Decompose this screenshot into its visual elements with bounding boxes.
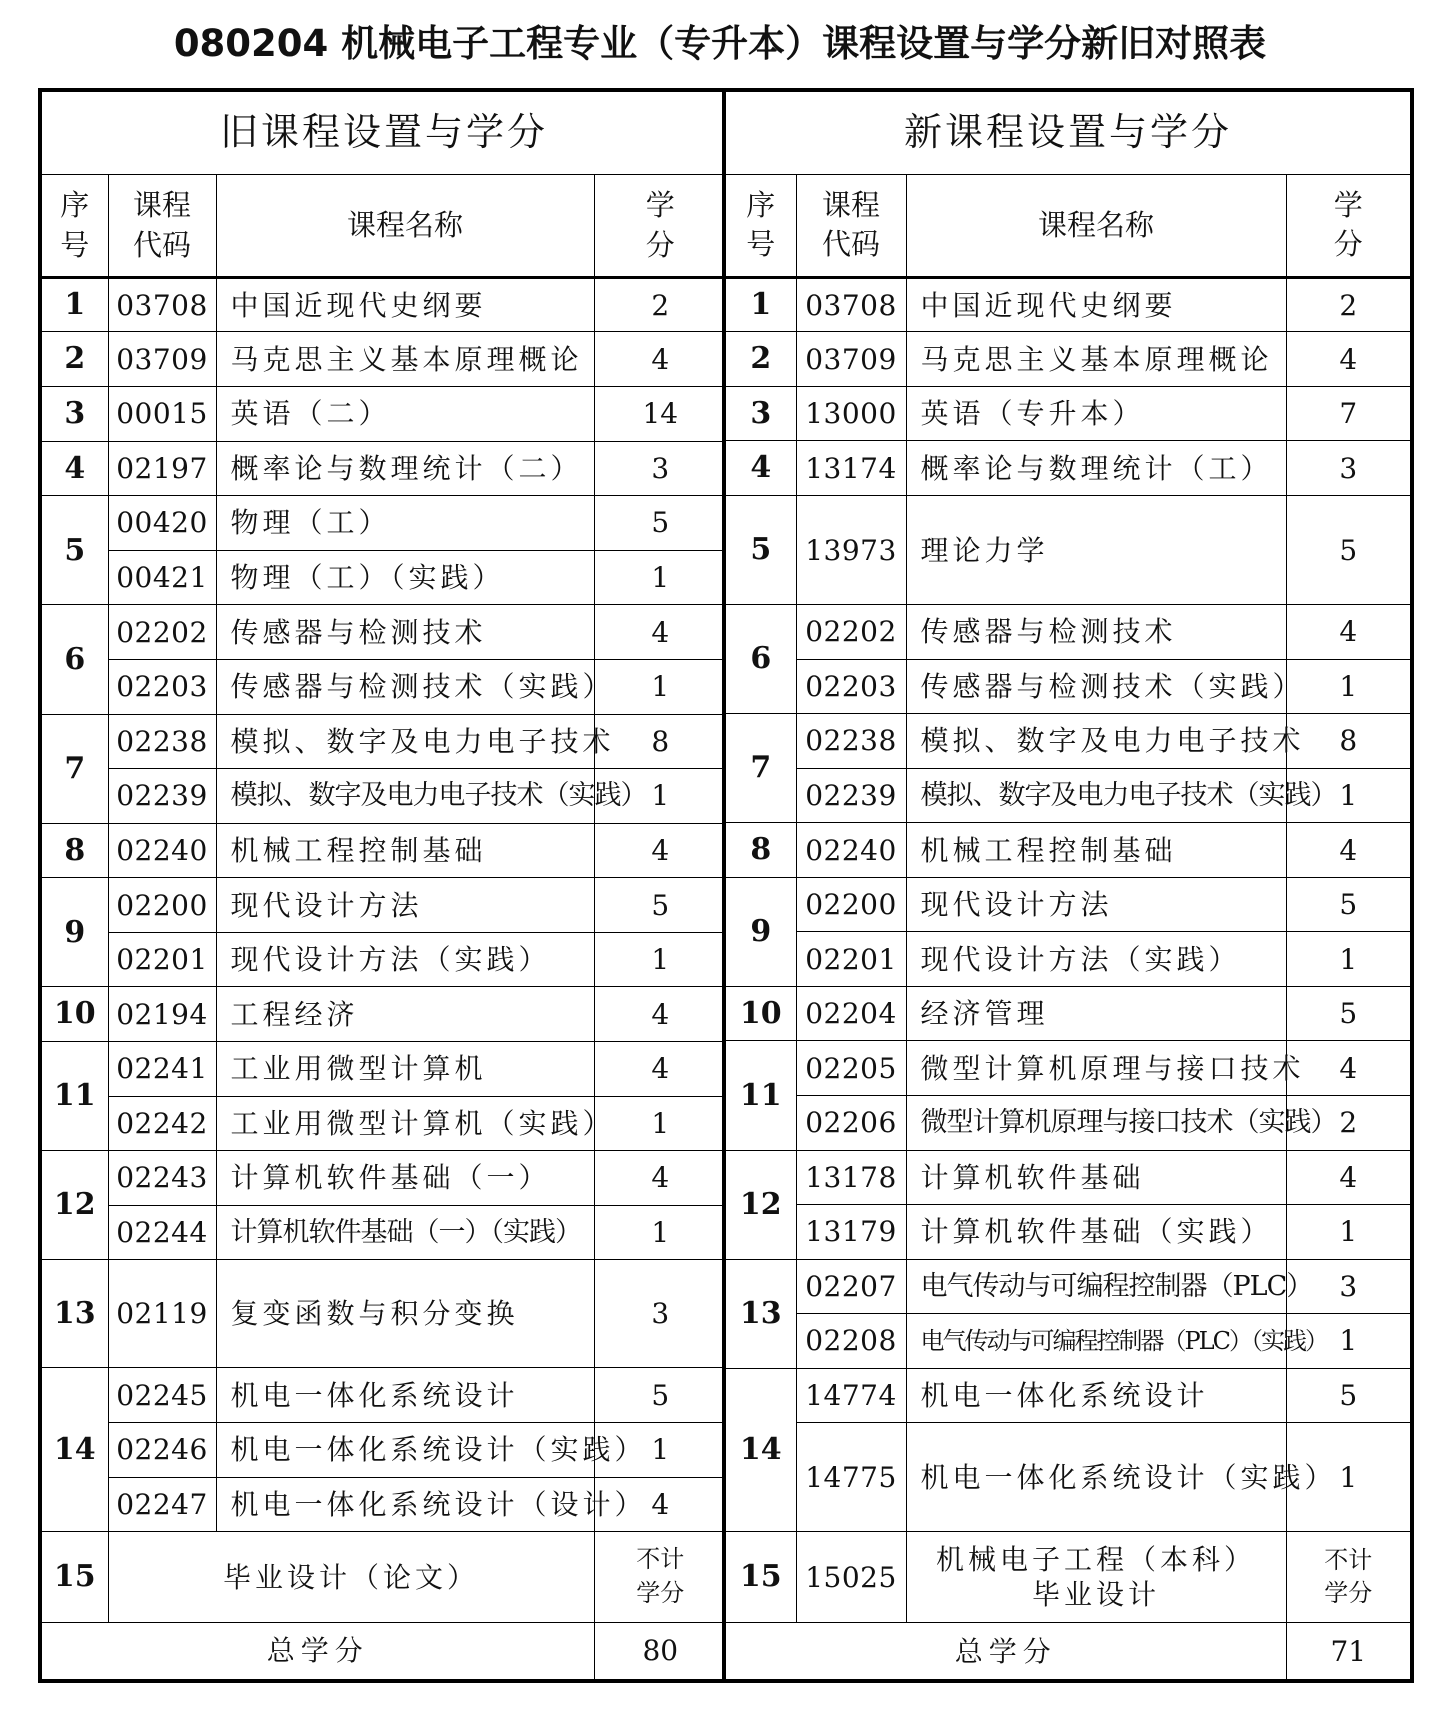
course-name: 电气传动与可编程控制器（PLC）（实践） [906,1314,1286,1369]
course-name: 模拟、数字及电力电子技术（实践） [216,769,594,824]
row-seq: 1 [42,277,108,332]
course-name: 机电一体化系统设计（设计） [216,1477,594,1532]
course-code: 02208 [796,1314,906,1369]
course-name: 马克思主义基本原理概论 [906,332,1286,387]
table-row [726,605,1410,660]
course-name: 复变函数与积分变换 [216,1260,594,1368]
table-row [726,714,1410,769]
section-header: 新课程设置与学分 [726,92,1410,175]
table-row [726,332,1410,387]
course-credit: 1 [594,932,726,987]
row-seq: 14 [726,1368,796,1532]
table-row [726,495,1410,604]
course-name: 理论力学 [906,495,1286,604]
course-code: 14774 [796,1368,906,1423]
row-seq: 15 [726,1532,796,1623]
table-row [42,1422,726,1477]
course-credit: 14 [594,387,726,442]
row-seq: 6 [726,605,796,714]
table-row [42,878,726,933]
table-row [726,877,1410,932]
course-name: 电气传动与可编程控制器（PLC） [906,1259,1286,1314]
course-code: 14775 [796,1423,906,1532]
row-seq: 12 [726,1150,796,1259]
course-credit: 1 [1286,659,1410,714]
row-seq: 7 [42,714,108,823]
course-name: 概率论与数理统计（二） [216,441,594,496]
table-row [726,1423,1410,1532]
course-credit: 不计 学分 [1286,1532,1410,1623]
course-code: 00420 [108,496,216,551]
course-credit: 5 [1286,877,1410,932]
row-seq: 2 [726,332,796,387]
table-row [726,823,1410,878]
course-code: 02202 [108,605,216,660]
row-seq: 9 [42,878,108,987]
course-code: 02200 [796,877,906,932]
course-name: 传感器与检测技术（实践） [216,659,594,714]
course-credit: 2 [1286,277,1410,332]
course-code: 02241 [108,1041,216,1096]
course-code: 13178 [796,1150,906,1205]
row-seq: 13 [42,1260,108,1368]
table-row [726,932,1410,987]
table-row [42,659,726,714]
row-seq: 11 [726,1041,796,1150]
table-row [726,1095,1410,1150]
course-code: 02247 [108,1477,216,1532]
table-row [42,441,726,496]
table-row [726,1368,1410,1423]
col-header-code: 课程 代码 [796,175,906,278]
course-code: 13973 [796,495,906,604]
course-name: 经济管理 [906,986,1286,1041]
old-curriculum-table [42,92,726,1679]
row-seq: 4 [42,441,108,496]
course-credit: 2 [594,277,726,332]
course-name: 传感器与检测技术 [906,605,1286,660]
course-code: 02246 [108,1422,216,1477]
course-credit: 1 [594,550,726,605]
course-credit: 8 [594,714,726,769]
course-credit: 4 [1286,823,1410,878]
col-header-credit: 学 分 [1286,175,1410,278]
course-credit: 3 [1286,441,1410,496]
course-credit: 8 [1286,714,1410,769]
course-name: 机电一体化系统设计 [906,1368,1286,1423]
total-credits-value: 80 [594,1622,726,1679]
course-code: 13179 [796,1205,906,1260]
course-name: 现代设计方法（实践） [216,932,594,987]
course-code: 02194 [108,987,216,1042]
course-code: 13000 [796,386,906,441]
course-credit: 3 [1286,1259,1410,1314]
table-row [42,987,726,1042]
course-code: 03708 [796,277,906,332]
course-credit: 5 [594,496,726,551]
course-name: 工程经济 [216,987,594,1042]
course-code: 02238 [108,714,216,769]
row-seq: 7 [726,714,796,823]
course-name: 机电一体化系统设计（实践） [216,1422,594,1477]
row-seq: 8 [726,823,796,878]
course-code: 02239 [796,768,906,823]
table-row [726,1259,1410,1314]
course-name: 现代设计方法 [216,878,594,933]
row-seq: 1 [726,277,796,332]
row-seq: 10 [42,987,108,1042]
course-credit: 1 [594,659,726,714]
course-code: 03709 [796,332,906,387]
course-name: 传感器与检测技术 [216,605,594,660]
table-row [42,1041,726,1096]
course-name: 微型计算机原理与接口技术（实践） [906,1095,1286,1150]
table-row [42,387,726,442]
course-credit: 4 [1286,605,1410,660]
course-name: 模拟、数字及电力电子技术 [216,714,594,769]
course-name: 英语（二） [216,387,594,442]
course-code: 00421 [108,550,216,605]
course-name: 现代设计方法（实践） [906,932,1286,987]
row-seq: 5 [42,496,108,605]
table-row [42,1096,726,1151]
course-code: 03708 [108,277,216,332]
course-code: 02239 [108,769,216,824]
course-credit: 1 [594,1096,726,1151]
row-seq: 6 [42,605,108,714]
course-name: 计算机软件基础（实践） [906,1205,1286,1260]
course-code: 02206 [796,1095,906,1150]
course-code: 02200 [108,878,216,933]
course-credit: 1 [594,1205,726,1260]
course-code: 02203 [796,659,906,714]
table-row [726,1314,1410,1369]
table-row [42,605,726,660]
course-credit: 3 [594,441,726,496]
row-seq: 10 [726,986,796,1041]
table-row [726,768,1410,823]
table-row [42,1477,726,1532]
course-credit: 4 [594,823,726,878]
table-row [726,441,1410,496]
total-credits-label: 总学分 [42,1622,594,1679]
course-code: 02238 [796,714,906,769]
course-credit: 1 [1286,932,1410,987]
course-credit: 4 [594,987,726,1042]
course-credit: 4 [1286,332,1410,387]
course-code: 00015 [108,387,216,442]
table-row [42,769,726,824]
course-name: 马克思主义基本原理概论 [216,332,594,387]
course-code: 02245 [108,1368,216,1423]
course-name: 工业用微型计算机 [216,1041,594,1096]
table-row [42,550,726,605]
course-credit: 4 [594,332,726,387]
col-header-seq: 序 号 [726,175,796,278]
course-code: 02205 [796,1041,906,1096]
course-name: 传感器与检测技术（实践） [906,659,1286,714]
course-name: 中国近现代史纲要 [906,277,1286,332]
course-credit: 4 [594,605,726,660]
course-name: 计算机软件基础 [906,1150,1286,1205]
course-credit: 5 [594,878,726,933]
row-seq: 11 [42,1041,108,1150]
row-seq: 12 [42,1151,108,1260]
course-code: 02202 [796,605,906,660]
course-credit: 1 [1286,1314,1410,1369]
course-code: 02201 [108,932,216,987]
course-code: 02204 [796,986,906,1041]
course-code: 15025 [796,1532,906,1623]
course-name: 计算机软件基础（一）（实践） [216,1205,594,1260]
course-credit: 5 [1286,1368,1410,1423]
course-credit: 4 [1286,1150,1410,1205]
total-credits-value: 71 [1286,1623,1410,1679]
row-seq: 14 [42,1368,108,1532]
course-credit: 1 [594,1422,726,1477]
row-seq: 4 [726,441,796,496]
table-row [42,1368,726,1423]
course-credit: 3 [594,1260,726,1368]
table-row [726,1150,1410,1205]
course-code: 02119 [108,1260,216,1368]
table-row [726,1205,1410,1260]
course-credit: 1 [1286,1423,1410,1532]
course-code: 02197 [108,441,216,496]
course-name: 机电一体化系统设计（实践） [906,1423,1286,1532]
course-credit: 7 [1286,386,1410,441]
course-credit: 4 [1286,1041,1410,1096]
course-name: 中国近现代史纲要 [216,277,594,332]
row-seq: 15 [42,1532,108,1623]
old-curriculum-section [42,92,726,1679]
course-name: 计算机软件基础（一） [216,1151,594,1206]
course-credit: 4 [594,1477,726,1532]
course-credit: 5 [594,1368,726,1423]
table-row [42,332,726,387]
row-seq: 13 [726,1259,796,1368]
course-name: 模拟、数字及电力电子技术 [906,714,1286,769]
course-name: 工业用微型计算机（实践） [216,1096,594,1151]
course-credit: 1 [1286,1205,1410,1260]
course-credit: 2 [1286,1095,1410,1150]
course-name: 概率论与数理统计（工） [906,441,1286,496]
course-name: 机械工程控制基础 [906,823,1286,878]
course-code: 02207 [796,1259,906,1314]
course-name: 机电一体化系统设计 [216,1368,594,1423]
course-credit: 4 [594,1151,726,1206]
course-name: 机械工程控制基础 [216,823,594,878]
comparison-table [38,88,1414,1683]
col-header-name: 课程名称 [216,175,594,278]
course-code: 02240 [108,823,216,878]
course-code: 02203 [108,659,216,714]
new-curriculum-section [726,92,1410,1679]
table-row [726,659,1410,714]
course-name: 模拟、数字及电力电子技术（实践） [906,768,1286,823]
table-row [726,1041,1410,1096]
course-name: 微型计算机原理与接口技术 [906,1041,1286,1096]
table-row [42,1205,726,1260]
course-credit: 5 [1286,495,1410,604]
page-title: 080204 机械电子工程专业（专升本）课程设置与学分新旧对照表 [173,22,1267,65]
col-header-code: 课程 代码 [108,175,216,278]
table-row [42,1260,726,1368]
table-row [42,1151,726,1206]
course-credit: 不计 学分 [594,1532,726,1623]
course-credit: 1 [1286,768,1410,823]
table-row [726,277,1410,332]
table-row [42,277,726,332]
total-credits-label: 总学分 [726,1623,1286,1679]
table-row [42,823,726,878]
row-seq: 9 [726,877,796,986]
course-code: 02240 [796,823,906,878]
col-header-credit: 学 分 [594,175,726,278]
course-name: 毕业设计（论文） [108,1532,594,1623]
row-seq: 8 [42,823,108,878]
course-code: 03709 [108,332,216,387]
course-credit: 1 [594,769,726,824]
course-name: 现代设计方法 [906,877,1286,932]
course-name: 物理（工）（实践） [216,550,594,605]
col-header-seq: 序 号 [42,175,108,278]
table-row [42,496,726,551]
row-seq: 3 [726,386,796,441]
course-code: 02244 [108,1205,216,1260]
course-code: 02201 [796,932,906,987]
section-header: 旧课程设置与学分 [42,92,726,175]
course-code: 02243 [108,1151,216,1206]
table-row [726,386,1410,441]
course-code: 02242 [108,1096,216,1151]
new-curriculum-table [726,92,1410,1679]
course-credit: 5 [1286,986,1410,1041]
table-row [726,1532,1410,1623]
row-seq: 2 [42,332,108,387]
course-name: 物理（工） [216,496,594,551]
table-row [42,714,726,769]
row-seq: 5 [726,495,796,604]
col-header-name: 课程名称 [906,175,1286,278]
course-code: 13174 [796,441,906,496]
table-row [42,1532,726,1623]
course-name: 英语（专升本） [906,386,1286,441]
course-name: 机械电子工程（本科） 毕业设计 [906,1532,1286,1623]
row-seq: 3 [42,387,108,442]
table-row [42,932,726,987]
course-credit: 4 [594,1041,726,1096]
table-row [726,986,1410,1041]
